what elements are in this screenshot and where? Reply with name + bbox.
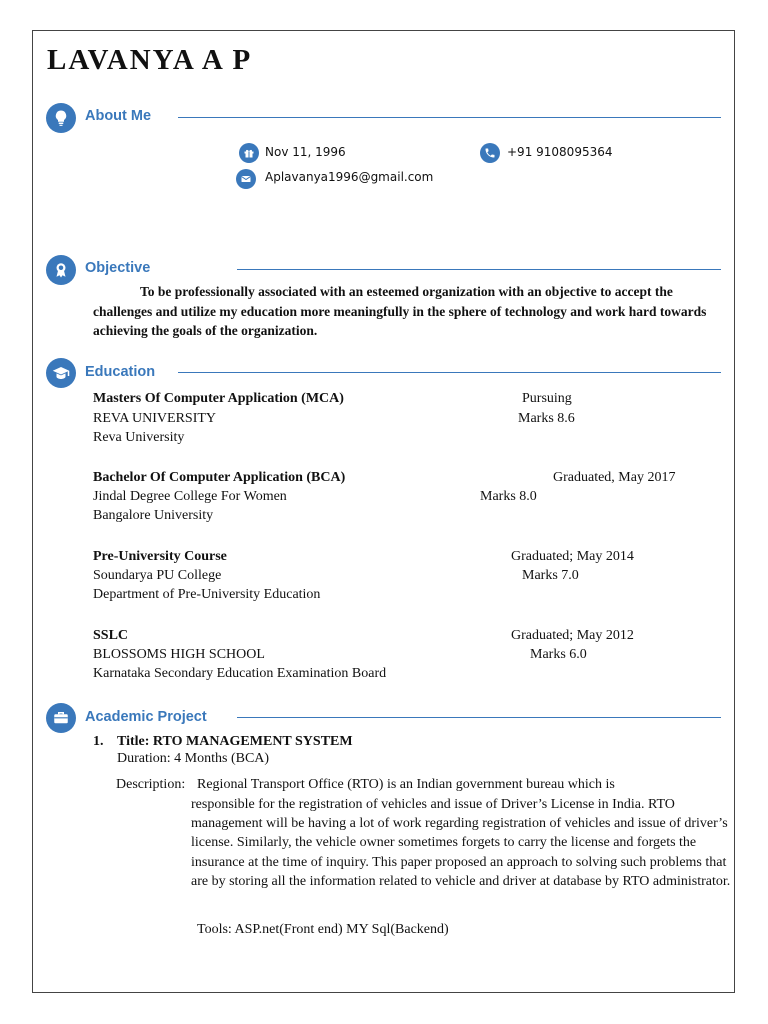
education-status: Graduated; May 2012 — [511, 628, 634, 643]
briefcase-icon — [46, 703, 76, 733]
education-marks: Marks 8.6 — [518, 411, 575, 426]
education-degree: SSLC — [93, 628, 129, 643]
section-divider — [178, 117, 721, 118]
gift-icon — [239, 143, 259, 163]
graduation-cap-icon — [46, 358, 76, 388]
education-board: Karnataka Secondary Education Examination Board — [93, 666, 387, 681]
education-marks: Marks 7.0 — [522, 568, 579, 583]
education-degree: Pre-University Course — [93, 549, 227, 564]
section-divider — [178, 372, 721, 373]
education-status: Pursuing — [522, 391, 572, 406]
education-school: Jindal Degree College For Women — [93, 489, 287, 504]
project-number: 1. — [93, 734, 104, 749]
candidate-name: LAVANYA A P — [47, 44, 253, 76]
award-badge-icon — [46, 255, 76, 285]
education-degree: Bachelor Of Computer Application (BCA) — [93, 470, 346, 485]
project-description-label: Description: — [116, 777, 186, 792]
education-status: Graduated; May 2014 — [511, 549, 634, 564]
objective-text: To be professionally associated with an esteemed organization with an objective to accept the challenges and utilize my education more meaningfully in the sphere of technology and work hard towards achieving the goals of the organization. — [93, 284, 707, 338]
project-description: responsible for the registration of vehicles and issue of Driver’s License in India. RTO management will be having a lot of work regarding registration of vehicles and issue of driver’s license. Similarly, the vehicle owner sometimes forgets to carry the license and forgets the insurance at the time of inquiry. This paper proposed an approach to solving such problems that are by storing all the information related to vehicle and driver at database by RTO administrator. — [191, 797, 731, 889]
project-tools: Tools: ASP.net(Front end) MY Sql(Backend) — [197, 922, 449, 937]
envelope-icon — [236, 169, 256, 189]
education-school: REVA UNIVERSITY — [93, 411, 217, 426]
phone-number: +91 9108095364 — [507, 145, 613, 159]
section-title-project: Academic Project — [85, 709, 207, 725]
education-board: Bangalore University — [93, 508, 214, 523]
project-duration: Duration: 4 Months (BCA) — [117, 751, 270, 766]
date-of-birth: Nov 11, 1996 — [265, 145, 346, 159]
education-board: Department of Pre-University Education — [93, 587, 321, 602]
phone-icon — [480, 143, 500, 163]
section-title-education: Education — [85, 364, 156, 380]
section-title-about: About Me — [85, 108, 152, 124]
education-school: BLOSSOMS HIGH SCHOOL — [93, 647, 265, 662]
project-title: Title: RTO MANAGEMENT SYSTEM — [117, 734, 353, 749]
education-school: Soundarya PU College — [93, 568, 222, 583]
section-divider — [237, 717, 721, 718]
section-divider — [237, 269, 721, 270]
section-title-objective: Objective — [85, 260, 151, 276]
education-status: Graduated, May 2017 — [553, 470, 676, 485]
education-board: Reva University — [93, 430, 185, 445]
education-degree: Masters Of Computer Application (MCA) — [93, 391, 344, 406]
project-description-first-line: Regional Transport Office (RTO) is an Indian government bureau which is — [197, 777, 615, 792]
email-address: Aplavanya1996@gmail.com — [265, 170, 434, 184]
education-marks: Marks 6.0 — [530, 647, 587, 662]
lightbulb-icon — [46, 103, 76, 133]
education-marks: Marks 8.0 — [480, 489, 537, 504]
